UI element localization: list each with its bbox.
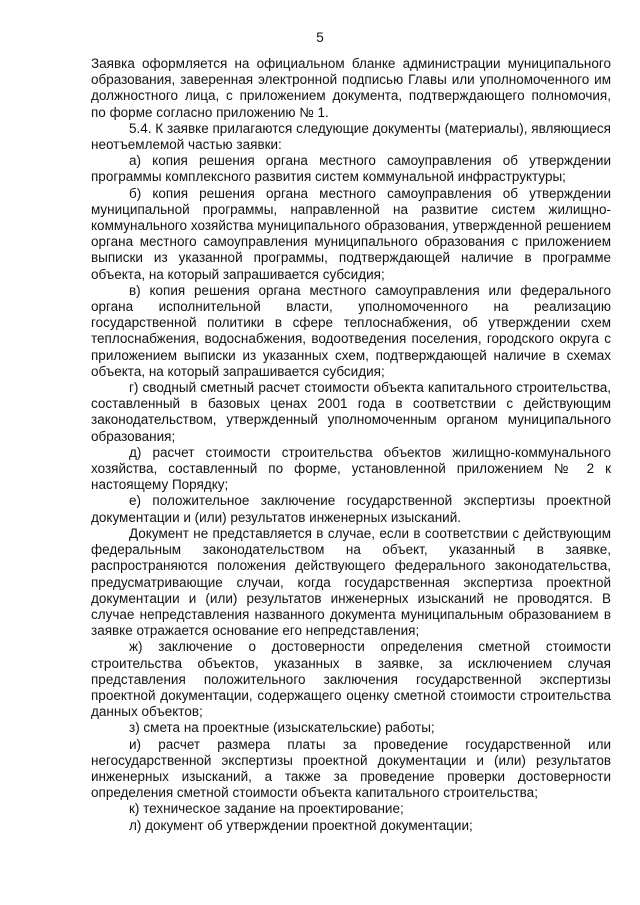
list-item-d: д) расчет стоимости строительства объектов жилищно-коммунального хозяйства, составленный по форме, установленной приложением № 2 к настоящему Порядку; xyxy=(91,444,611,493)
page-number: 5 xyxy=(316,30,324,45)
paragraph-application-form: Заявка оформляется на официальном бланке администрации муниципального образования, заверенная электронной подписью Главы или уполномоченного им должностного лица, с приложением документа, подтверждающего полномочия, по форме согласно приложению № 1. xyxy=(91,56,611,120)
paragraph-document-exception: Документ не представляется в случае, если в соответствии с действующим федеральным законодательством на объект, указанный в заявке, распространяются положения действующего федерального законодательства, предусматривающие случаи, когда государственная экспертиза проектной документации и (или) результатов инженерных изысканий не проводятся. В случае непредставления названного документа муниципальным образованием в заявке отражается основание его непредставления; xyxy=(91,525,611,639)
list-item-zh: ж) заключение о достоверности определения сметной стоимости строительства объектов, указанных в заявке, за исключением случая представления положительного заключения государственной экспертизы проектной документации, содержащего оценку сметной стоимости строительства данных объектов; xyxy=(91,639,611,720)
paragraph-5-4: 5.4. К заявке прилагаются следующие документы (материалы), являющиеся неотъемлемой частью заявки: xyxy=(91,120,611,153)
list-item-b: б) копия решения органа местного самоуправления об утверждении муниципальной программы, направленной на развитие систем жилищно-коммунального хозяйства муниципального образования, утвержденной решением органа местного самоуправления муниципального образования с приложением выписки из указанной программы, подтверждающей наличие в программе объекта, на который запрашивается субсидия; xyxy=(91,185,611,282)
list-item-i: и) расчет размера платы за проведение государственной или негосударственной экспертизы проектной документации и (или) результатов инженерных изысканий, а также за проведение проверки достоверности определения сметной стоимости объекта капитального строительства; xyxy=(91,736,611,801)
list-item-z: з) смета на проектные (изыскательские) работы; xyxy=(129,720,435,736)
list-item-k: к) техническое задание на проектирование; xyxy=(129,801,404,817)
list-item-l: л) документ об утверждении проектной документации; xyxy=(129,817,473,833)
list-item-v: в) копия решения органа местного самоуправления или федерального органа исполнительной власти, уполномоченного на реализацию государственной политики в сфере теплоснабжения, об утверждении схем теплоснабжения, водоснабжения, водоотведения поселения, городского округа с приложением выписки из указанных схем, подтверждающей наличие в схемах объекта, на который запрашивается субсидия; xyxy=(91,282,611,379)
list-item-e: е) положительное заключение государственной экспертизы проектной документации и (или) результатов инженерных изысканий. xyxy=(91,493,611,525)
list-item-a: а) копия решения органа местного самоуправления об утверждении программы комплексного развития систем коммунальной инфраструктуры; xyxy=(91,153,611,185)
list-item-g: г) сводный сметный расчет стоимости объекта капитального строительства, составленный в базовых ценах 2001 года в соответствии с действующим законодательством, утвержденный уполномоченным органом муниципального образования; xyxy=(91,380,611,444)
document-body xyxy=(91,56,611,834)
